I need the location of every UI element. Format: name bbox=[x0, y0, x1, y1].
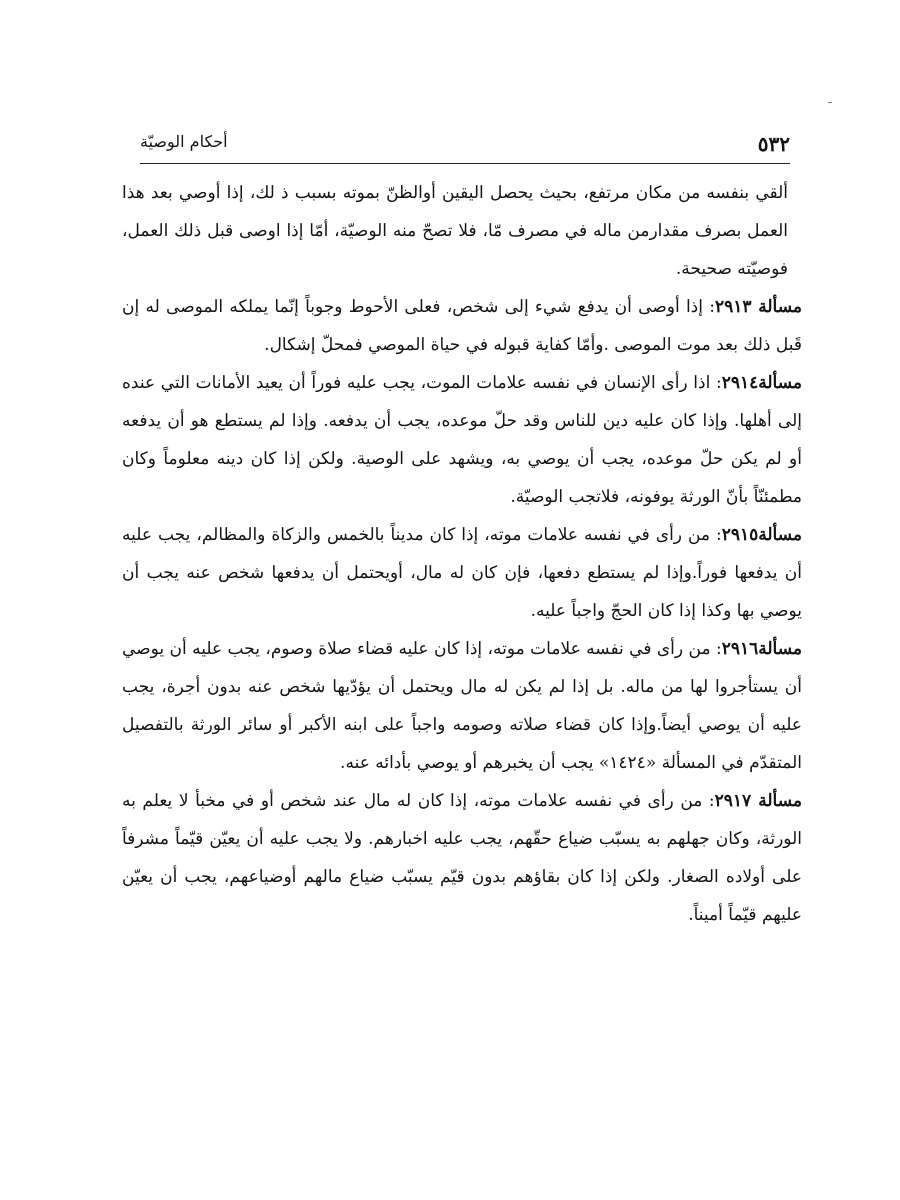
header-rule bbox=[140, 163, 790, 164]
issue-label: مسألة٢٩١٥ bbox=[721, 525, 802, 545]
issue-label: مسألة ٢٩١٧ bbox=[714, 791, 802, 811]
issue-2914 bbox=[122, 364, 802, 516]
issue-2916 bbox=[122, 630, 802, 782]
issue-text: : من رأى في نفسه علامات موته، إذا كان مديناً بالخمس والزكاة والمظالم، يجب عليه أن يدفعها فوراً.وإذا لم يستطع دفعها، فإن كان له مال، أويحتمل أن يدفعها شخص عنه يجب أن يوصي بها وكذا إذا كان الحجّ واجباً عليه. bbox=[122, 525, 802, 621]
issue-text: : من رأى في نفسه علامات موته، إذا كان له مال عند شخص أو في مخبأ لا يعلم به الورثة، وكان جهلهم به يسبّب ضياع حقّهم، يجب عليه اخبارهم. ولا يجب عليه أن يعيّن قيّماً مشرفاً على أولاده الصغار. ولكن إذا كان بقاؤهم بدون قيّم يسبّب ضياع مالهم أوضياعهم، يجب أن يعيّن عليهم قيّماً أميناً. bbox=[122, 791, 802, 925]
issue-text: : من رأى في نفسه علامات موته، إذا كان عليه قضاء صلاة وصوم، يجب عليه أن يوصي أن يستأجروا لها من ماله. بل إذا لم يكن له مال ويحتمل أن يؤدّيها شخص عنه بدون أجرة، يجب عليه أن يوصي أيضاً.وإذا كان قضاء صلاته وصومه واجباً على ابنه الأكبر أو سائر الورثة بالتفصيل المتقدّم في المسألة «١٤٢٤» يجب أن يخبرهم أو يوصي بأدائه عنه. bbox=[122, 639, 802, 773]
issue-label: مسألة٢٩١٦ bbox=[721, 639, 802, 659]
scan-speck bbox=[828, 102, 832, 103]
issue-2917 bbox=[122, 782, 802, 934]
issue-text: : اذا رأى الإنسان في نفسه علامات الموت، يجب عليه فوراً أن يعيد الأمانات التي عنده إلى أهلها. وإذا كان عليه دين للناس وقد حلّ موعده، يجب أن يدفعه. وإذا لم يستطع هو أن يدفعه أو لم يكن حلّ موعده، يجب أن يوصي به، ويشهد على الوصية. ولكن إذا كان دينه معلوماً وكان مطمئنّاً بأنّ الورثة يوفونه، فلاتجب الوصيّة. bbox=[122, 373, 802, 507]
issue-text: : إذا أوصى أن يدفع شيء إلى شخص، فعلى الأحوط وجوباً إنّما يملكه الموصى له إن قَبل ذلك بعد موت الموصى .وأمّا كفاية قبوله في حياة الموصي فمحلّ إشكال. bbox=[122, 297, 802, 355]
issue-label: مسألة ٢٩١٣ bbox=[714, 297, 803, 317]
issue-2915 bbox=[122, 516, 802, 630]
body-text bbox=[122, 174, 802, 934]
running-title: أحكام الوصيّة bbox=[140, 132, 228, 151]
issue-label: مسألة٢٩١٤ bbox=[721, 373, 802, 393]
page-number: ٥٣٢ bbox=[757, 132, 790, 156]
issue-2913 bbox=[122, 288, 802, 364]
page-header bbox=[140, 130, 790, 160]
paragraph-text: ألقي بنفسه من مكان مرتفع، بحيث يحصل اليقين أوالظنّ بموته بسبب ذ لك، إذا أوصي بعد هذا العمل بصرف مقدارمن ماله في مصرف مّا، فلا تصحّ منه الوصيّة، أمّا إذا اوصى قبل ذلك العمل، فوصيّته صحيحة. bbox=[122, 183, 788, 279]
continuation-paragraph bbox=[122, 174, 802, 288]
